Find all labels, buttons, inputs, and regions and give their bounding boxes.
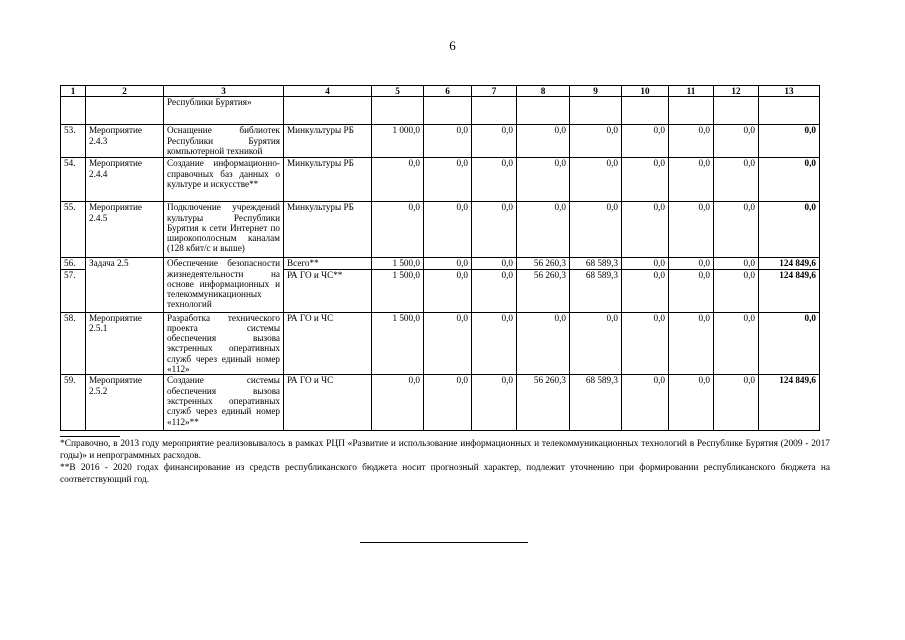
cell-value: 1 500,0 (372, 258, 424, 269)
cell-total: 0,0 (759, 312, 820, 375)
cell-executor: РА ГО и ЧС (284, 375, 372, 431)
cell-value: 0,0 (622, 312, 669, 375)
cell-total: 124 849,6 (759, 258, 820, 269)
cell-value: 0,0 (622, 375, 669, 431)
cell-name: Обеспечение безопасности жизнедеятельности на основе информационных и телекоммуникационных технологий (164, 258, 284, 312)
cell-executor: РА ГО и ЧС** (284, 269, 372, 312)
cell (714, 97, 759, 125)
cell-value: 0,0 (669, 269, 714, 312)
table-row (61, 375, 820, 431)
cell-name: Подключение учреждений культуры Республики Бурятия к сети Интернет по широкополосным каналам (128 кбит/с и выше) (164, 202, 284, 258)
cell-total: 124 849,6 (759, 375, 820, 431)
cell-value: 0,0 (472, 202, 517, 258)
cell-total: 0,0 (759, 125, 820, 158)
cell-executor: РА ГО и ЧС (284, 312, 372, 375)
cell-value: 0,0 (472, 258, 517, 269)
cell-number: 53. (61, 125, 86, 158)
cell-value: 0,0 (424, 269, 472, 312)
cell-value: 0,0 (424, 158, 472, 202)
cell (622, 97, 669, 125)
header-row (61, 86, 820, 97)
cell-value: 0,0 (424, 258, 472, 269)
cell-value: 56 260,3 (517, 258, 570, 269)
cell-value: 0,0 (570, 158, 622, 202)
table-row-continuation (61, 97, 820, 125)
cell-value: 0,0 (570, 202, 622, 258)
cell-value: 0,0 (472, 375, 517, 431)
footnote-2: **В 2016 - 2020 годах финансирование из средств республиканского бюджета носит прогнозный характер, подлежит уточнению при формировании республиканского бюджета на соответствующий год. (60, 463, 830, 485)
cell-value: 0,0 (669, 258, 714, 269)
cell-value: 0,0 (714, 258, 759, 269)
cell-name: Республики Бурятия» (164, 97, 284, 125)
column-header: 8 (517, 86, 570, 97)
end-rule (360, 542, 528, 543)
cell-value: 0,0 (570, 125, 622, 158)
cell-value: 0,0 (472, 125, 517, 158)
cell-value: 0,0 (714, 312, 759, 375)
cell (517, 97, 570, 125)
cell-executor: Минкультуры РБ (284, 125, 372, 158)
cell-value: 0,0 (669, 312, 714, 375)
column-header: 6 (424, 86, 472, 97)
cell-value: 0,0 (424, 202, 472, 258)
table-row (61, 158, 820, 202)
cell (759, 97, 820, 125)
cell-total: 0,0 (759, 202, 820, 258)
cell-executor: Всего** (284, 258, 372, 269)
column-header: 9 (570, 86, 622, 97)
cell-value: 0,0 (372, 158, 424, 202)
cell-value: 56 260,3 (517, 375, 570, 431)
cell-value: 0,0 (372, 375, 424, 431)
footnote-1: *Справочно, в 2013 году мероприятие реализовывалось в рамках РЦП «Развитие и использование информационных и телекоммуникационных технологий в Республике Бурятия (2009 - 2017 годы)» и непрограммных расходов. (60, 439, 830, 461)
cell-value: 0,0 (570, 312, 622, 375)
cell-value: 0,0 (517, 158, 570, 202)
cell (372, 97, 424, 125)
cell (86, 97, 164, 125)
column-header: 10 (622, 86, 669, 97)
cell-value: 68 589,3 (570, 258, 622, 269)
cell-name: Создание информационно-справочных баз данных о культуре и искусстве** (164, 158, 284, 202)
cell-value: 0,0 (424, 312, 472, 375)
program-table (60, 85, 820, 431)
footnotes (60, 438, 830, 486)
cell-total: 0,0 (759, 158, 820, 202)
table-row (61, 202, 820, 258)
cell-value: 0,0 (424, 375, 472, 431)
cell-value: 68 589,3 (570, 375, 622, 431)
cell-value: 0,0 (622, 202, 669, 258)
cell-value: 0,0 (424, 125, 472, 158)
cell-total: 124 849,6 (759, 269, 820, 312)
cell-value: 0,0 (472, 158, 517, 202)
table-row (61, 312, 820, 375)
cell-code: Мероприятие 2.5.2 (86, 375, 164, 431)
cell-executor: Минкультуры РБ (284, 202, 372, 258)
cell-value: 0,0 (714, 202, 759, 258)
column-header: 13 (759, 86, 820, 97)
cell-value: 0,0 (472, 269, 517, 312)
cell-number: 55. (61, 202, 86, 258)
cell-name: Создание системы обеспечения вызова экстренных оперативных служб через единый номер «112»** (164, 375, 284, 431)
cell-value: 0,0 (622, 258, 669, 269)
cell-number: 56. (61, 258, 86, 269)
cell-code: Мероприятие 2.4.4 (86, 158, 164, 202)
cell-number: 59. (61, 375, 86, 431)
cell (61, 97, 86, 125)
cell-value: 0,0 (669, 158, 714, 202)
footnote-separator (60, 436, 120, 437)
column-header: 4 (284, 86, 372, 97)
cell-value: 1 500,0 (372, 312, 424, 375)
cell-name: Оснащение библиотек Республики Бурятия компьютерной техникой (164, 125, 284, 158)
cell-value: 0,0 (517, 125, 570, 158)
column-header: 5 (372, 86, 424, 97)
column-header: 2 (86, 86, 164, 97)
cell-value: 0,0 (669, 125, 714, 158)
cell (284, 97, 372, 125)
page-number: 6 (449, 38, 456, 53)
cell-value: 1 500,0 (372, 269, 424, 312)
column-header: 3 (164, 86, 284, 97)
column-header: 7 (472, 86, 517, 97)
cell-value: 0,0 (517, 202, 570, 258)
cell-value: 0,0 (714, 375, 759, 431)
cell-code: Задача 2.5 (86, 258, 164, 312)
column-header: 1 (61, 86, 86, 97)
cell (424, 97, 472, 125)
cell-number: 58. (61, 312, 86, 375)
cell-value: 1 000,0 (372, 125, 424, 158)
cell-name: Разработка технического проекта системы обеспечения вызова экстренных оперативных служб через единый номер «112» (164, 312, 284, 375)
cell-code: Мероприятие 2.4.5 (86, 202, 164, 258)
cell-value: 0,0 (622, 269, 669, 312)
cell-value: 0,0 (714, 269, 759, 312)
cell-value: 0,0 (517, 312, 570, 375)
cell-executor: Минкультуры РБ (284, 158, 372, 202)
cell-code: Мероприятие 2.5.1 (86, 312, 164, 375)
column-header: 11 (669, 86, 714, 97)
cell (669, 97, 714, 125)
cell-value: 0,0 (372, 202, 424, 258)
cell-value: 0,0 (472, 312, 517, 375)
cell-value: 0,0 (622, 125, 669, 158)
cell (570, 97, 622, 125)
cell-number: 54. (61, 158, 86, 202)
column-header: 12 (714, 86, 759, 97)
cell-value: 0,0 (714, 125, 759, 158)
cell-value: 68 589,3 (570, 269, 622, 312)
cell-value: 0,0 (622, 158, 669, 202)
cell-value: 0,0 (669, 202, 714, 258)
cell-value: 0,0 (714, 158, 759, 202)
cell (472, 97, 517, 125)
table-row (61, 258, 820, 269)
cell-value: 0,0 (669, 375, 714, 431)
table-row (61, 125, 820, 158)
cell-code: Мероприятие 2.4.3 (86, 125, 164, 158)
cell-value: 56 260,3 (517, 269, 570, 312)
cell-number: 57. (61, 269, 86, 312)
